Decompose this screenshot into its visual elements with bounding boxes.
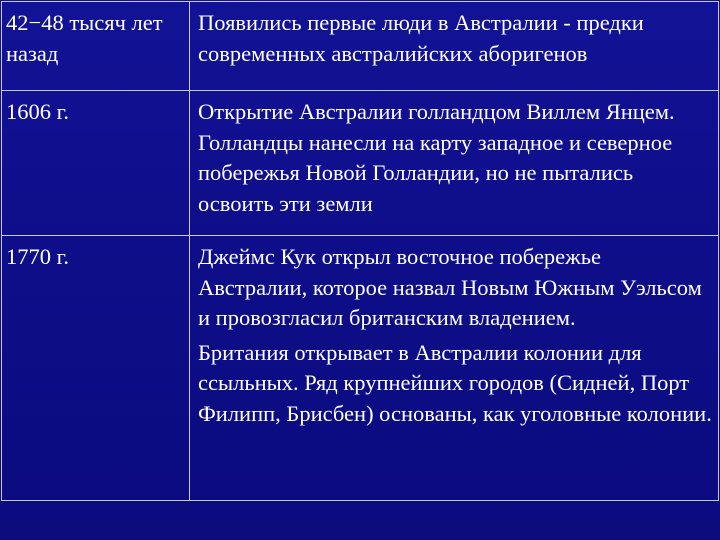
event-cell [190, 91, 719, 236]
history-table [1, 1, 719, 501]
date-cell [2, 91, 190, 236]
table-row [2, 2, 719, 91]
event-text: Британия открывает в Австралии колонии для ссыльных. Ряд крупнейших городов (Сидней, Порт Филипп, Брисбен) основаны, как уголовные колонии. [198, 339, 712, 426]
event-cell [190, 2, 719, 91]
event-text: Джеймс Кук открыл восточное побережье Австралии, которое назвал Новым Южным Уэльсом и провозгласил британским владением. [198, 244, 702, 330]
date-cell [2, 2, 190, 91]
table-row [2, 236, 719, 501]
date-text: 42−48 тысяч лет назад [6, 10, 163, 66]
event-text: Открытие Австралии голландцом Виллем Янцем. Голландцы нанесли на карту западное и северное побережья Новой Голландии, но не пытались освоить эти земли [198, 99, 675, 216]
table-row [2, 91, 719, 236]
date-text: 1770 г. [6, 244, 69, 269]
event-text: Появились первые люди в Австралии - предки современных австралийских аборигенов [198, 10, 644, 66]
date-text: 1606 г. [6, 99, 69, 124]
date-cell [2, 236, 190, 501]
event-cell [190, 236, 719, 501]
